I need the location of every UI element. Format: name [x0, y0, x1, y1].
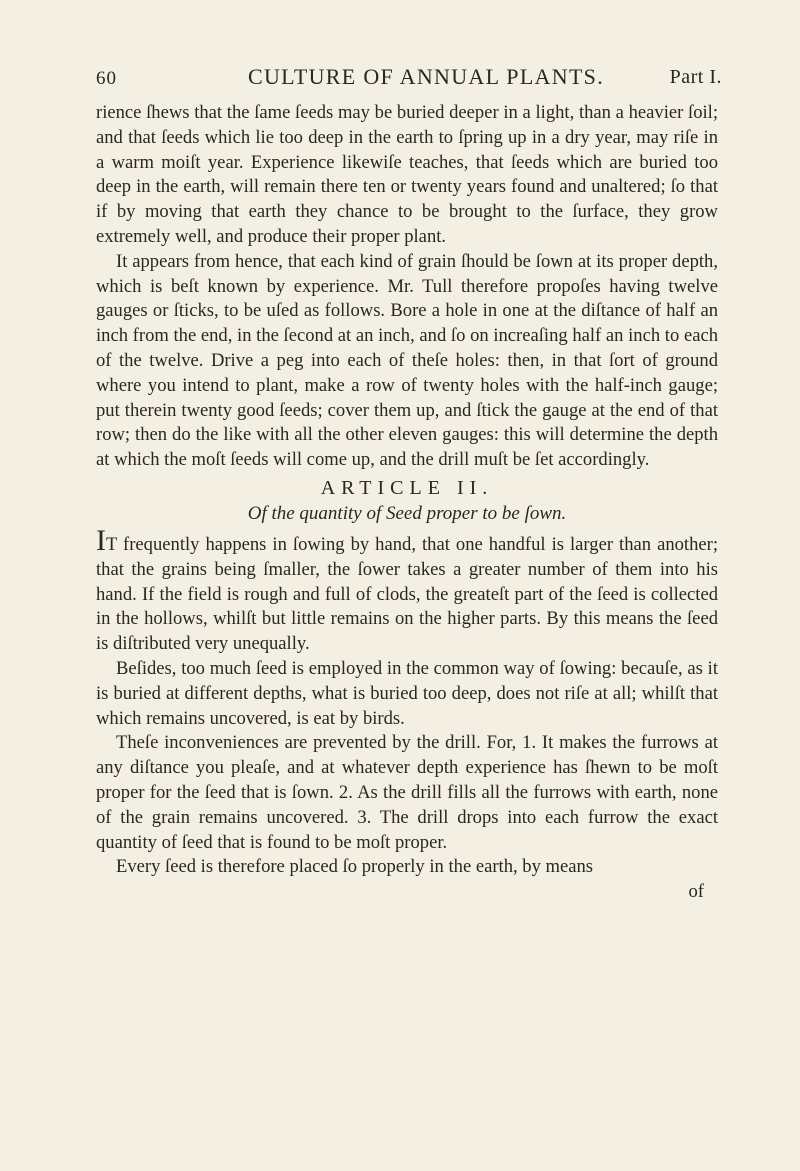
body-text: [96, 101, 718, 904]
paragraph: IT frequently happens in ſowing by hand, that one handful is larger than another; that the grains being ſmaller, the ſower takes a greater number of them into his hand. If the field is rough and full of clods, the greateſt part of the ſeed is collected in the hollows, whilſt but little remains on the higher parts. By this means the ſeed is diſtributed very unequally.: [96, 523, 718, 655]
book-page: [96, 58, 722, 904]
paragraph: Theſe inconveniences are prevented by the drill. For, 1. It makes the furrows at any diſtance you pleaſe, and at whatever depth experience has ſhewn to be moſt proper for the ſeed that is ſown. 2. As the drill fills all the furrows with earth, none of the grain remains uncovered. 3. The drill drops into each furrow the exact quantity of ſeed that is found to be moſt proper.: [96, 732, 718, 853]
paragraph: Every ſeed is therefore placed ſo properly in the earth, by means: [116, 856, 594, 878]
paragraph: Beſides, too much ſeed is employed in the common way of ſowing: becauſe, as it is buried at different depths, what is buried too deep, does not riſe at all; whilſt that which remains uncovered, is eat by birds.: [96, 657, 718, 729]
paragraph: rience ſhews that the ſame ſeeds may be buried deeper in a light, than a heavier ſoil; and that ſeeds which lie too deep in the earth to ſpring up in a dry year, may riſe in a warm moiſt year. Experience likewiſe teaches, that ſeeds which are buried too deep in the earth, will remain there ten or twenty years found and unaltered; ſo that if by moving that earth they chance to be brought to the ſurface, they grow extremely well, and produce their proper plant.: [96, 102, 718, 247]
running-head: [96, 58, 722, 92]
paragraph: It appears from hence, that each kind of grain ſhould be ſown at its proper depth, which is beſt known by experience. Mr. Tull therefore propoſes having twelve gauges or ſticks, to be uſed as follows. Bore a hole in one at the diſtance of half an inch from the end, in the ſecond at an inch, and ſo on increaſing half an inch to each of the twelve. Drive a peg into each of theſe holes: then, in that ſort of ground where you intend to plant, make a row of twenty holes with the half-inch gauge; put therein twenty good ſeeds; cover them up, and ſtick the gauge at the end of that row; then do the like with all the other eleven gauges: this will determine the depth at which the moſt ſeeds will come up, and the drill muſt be ſet accordingly.: [96, 250, 718, 471]
catchword: of: [688, 881, 704, 903]
part-label: Part I.: [669, 66, 722, 88]
article-subheading: Of the quantity of Seed proper to be ſown.: [247, 502, 567, 524]
article-heading: ARTICLE II.: [320, 476, 494, 499]
running-title: CULTURE OF ANNUAL PLANTS.: [248, 64, 605, 89]
page-number: 60: [96, 68, 117, 89]
